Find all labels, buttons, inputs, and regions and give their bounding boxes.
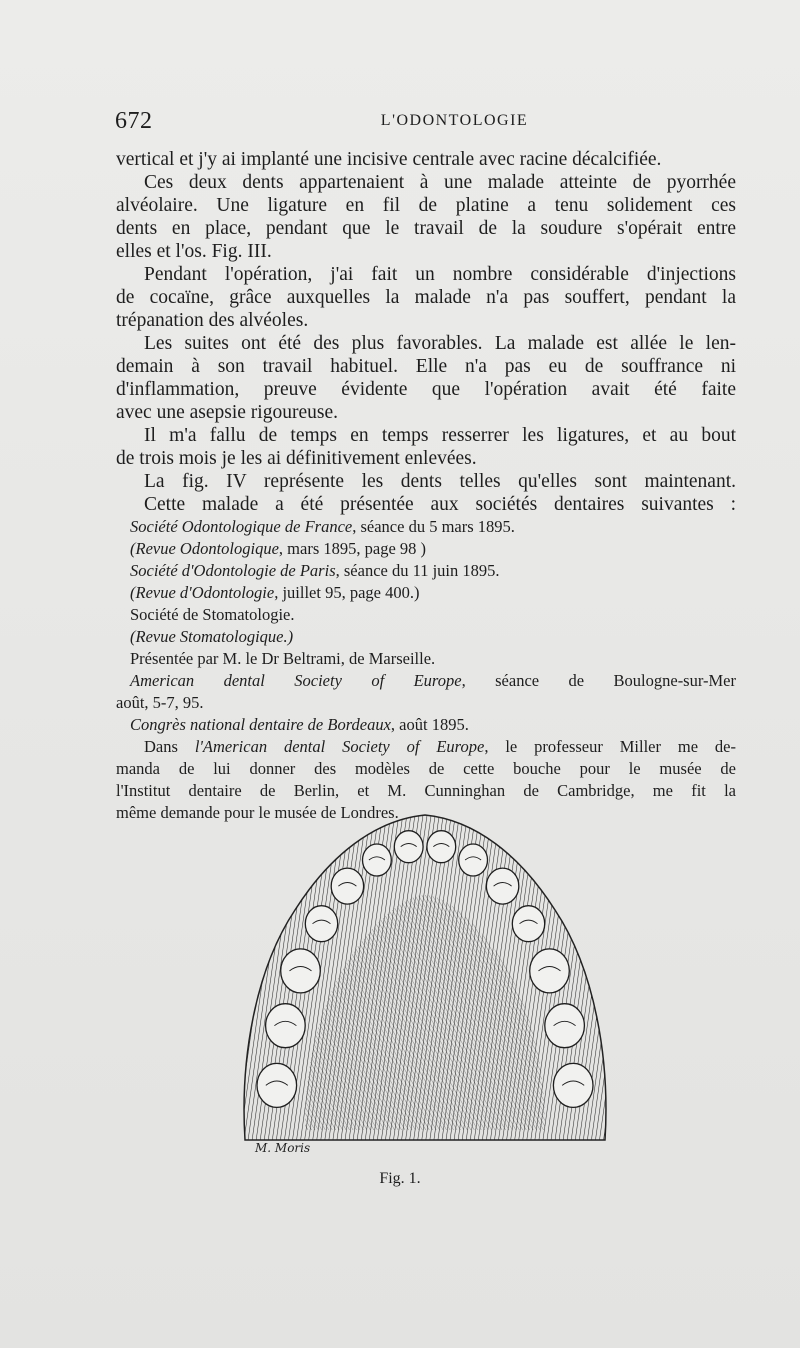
text-line: Ces deux dents appartenaient à une malade atteinte de pyorrhée	[144, 172, 736, 193]
society-detail: , séance du 11 juin 1895.	[335, 561, 500, 580]
tooth	[305, 906, 337, 942]
society-entry	[116, 516, 736, 538]
text-line: La fig. IV représente les dents telles qu'elles sont maintenant.	[144, 471, 736, 492]
engraver-signature: M. Moris	[255, 1141, 311, 1155]
text-line: même demande pour le musée de Londres.	[116, 803, 399, 822]
society-entry	[116, 626, 736, 648]
society-entry	[116, 538, 736, 560]
tooth	[331, 868, 363, 904]
society-entry	[116, 714, 736, 736]
society-detail: , mars 1895, page 98 )	[278, 539, 427, 558]
tooth	[266, 1004, 306, 1048]
text-line: Cette malade a été présentée aux sociétés dentaires suivantes :	[144, 494, 736, 515]
society-name: (Revue Stomatologique.)	[130, 627, 294, 646]
society-detail: , séance du 5 mars 1895.	[352, 517, 515, 536]
text-line: avec une asepsie rigoureuse.	[116, 402, 338, 423]
figure-caption: Fig. 1.	[379, 1170, 421, 1187]
society-name: Société Odontologique de France	[130, 517, 353, 536]
text-line: de cocaïne, grâce auxquelles la malade n'a pas souffert, pendant la	[116, 287, 736, 308]
tooth	[257, 1063, 297, 1107]
text-body	[116, 148, 736, 824]
text-line: Dans l'American dental Society of Europe, le professeur Miller me de-	[144, 737, 736, 756]
tooth	[530, 949, 570, 993]
page-header	[115, 108, 734, 138]
society-name: (Revue Odontologique	[130, 539, 279, 558]
text-line: Il m'a fallu de temps en temps resserrer les ligatures, et au bout	[144, 425, 736, 446]
tooth	[394, 831, 423, 863]
society-name: Congrès national dentaire de Bordeaux	[130, 715, 391, 734]
society-detail: août, 5-7, 95.	[116, 693, 204, 712]
text-line: Les suites ont été des plus favorables. La malade est allée le len-	[144, 333, 736, 354]
society-entry	[116, 692, 736, 714]
text-line: elles et l'os. Fig. III.	[116, 241, 272, 262]
society-entry	[116, 560, 736, 582]
text-line: l'Institut dentaire de Berlin, et M. Cunninghan de Cambridge, me fit la	[116, 781, 736, 800]
society-entry	[116, 648, 736, 670]
society-entry	[116, 604, 736, 626]
tooth	[553, 1063, 593, 1107]
tooth	[363, 844, 392, 876]
text-line: trépanation des alvéoles.	[116, 310, 309, 331]
text-line: demain à son travail habituel. Elle n'a pas eu de souffrance ni	[116, 356, 736, 377]
tooth	[545, 1004, 585, 1048]
society-detail: , juillet 95, page 400.)	[274, 583, 420, 602]
text-line: d'inflammation, preuve évidente que l'opération avait été faite	[116, 379, 736, 400]
tooth	[427, 831, 456, 863]
tooth	[281, 949, 321, 993]
society-detail: Société de Stomatologie.	[130, 605, 295, 624]
society-detail: , séance de Boulogne-sur-Mer	[461, 671, 736, 690]
dental-arch-engraving	[235, 800, 615, 1170]
text-line: manda de lui donner des modèles de cette bouche pour le musée de	[116, 759, 736, 778]
tooth	[512, 906, 544, 942]
running-head: L'ODONTOLOGIE	[380, 112, 529, 129]
society-name: Société d'Odontologie de Paris	[130, 561, 336, 580]
society-entry	[116, 670, 736, 692]
society-detail: Présentée par M. le Dr Beltrami, de Marseille.	[130, 649, 436, 668]
society-name: American dental Society of Europe	[130, 671, 462, 690]
tooth	[459, 844, 488, 876]
society-name: (Revue d'Odontologie	[130, 583, 275, 602]
text-line: Pendant l'opération, j'ai fait un nombre considérable d'injections	[144, 264, 736, 285]
text-line: dents en place, pendant que le travail de la soudure s'opérait entre	[116, 218, 736, 239]
page-number: 672	[115, 108, 153, 134]
text-line: de trois mois je les ai définitivement enlevées.	[116, 448, 477, 469]
tooth	[486, 868, 518, 904]
society-entry	[116, 582, 736, 604]
societies-list	[116, 516, 736, 736]
text-line: vertical et j'y ai implanté une incisive centrale avec racine décalcifiée.	[116, 149, 662, 170]
society-detail: , août 1895.	[390, 715, 469, 734]
text-line: alvéolaire. Une ligature en fil de platine a tenu solidement ces	[116, 195, 736, 216]
